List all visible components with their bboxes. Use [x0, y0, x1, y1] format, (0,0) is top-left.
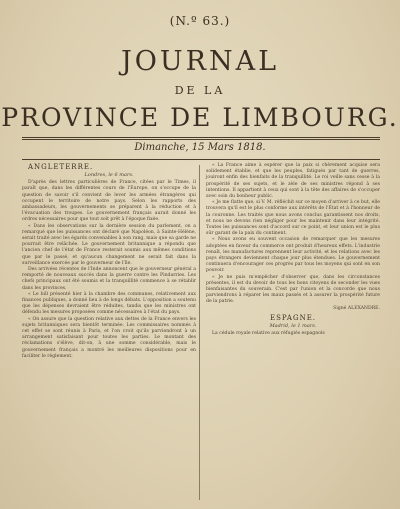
- masthead-journal: JOURNAL: [120, 46, 280, 77]
- section-title-angleterre: ANGLETERRE.: [28, 163, 94, 171]
- column-divider: [199, 165, 200, 500]
- article-paragraph: La cédule royale relative aux réfugiés espagnols: [212, 331, 325, 337]
- article-paragraph: D'après des lettres particulières de France, citées par le Times, il paraît que, dans les différentes cours de l'Europe, on s'occupe de la question de savoir s'il convient de lever les armées étrangères qui occupent le territoire de notre pays. Selon les rapports des ambassadeurs, les gouvernements se préparent à la réduction et à l'évacuation des troupes. Le gouvernement français aurait donné les ordres nécessaires pour que tout soit prêt à l'époque fixée.: [22, 180, 196, 223]
- masthead-rule-bottom: [22, 159, 380, 160]
- dateline-londres: Londres, le 6 mars.: [84, 172, 134, 178]
- article-paragraph: « La France aime à espérer que la paix si chèrement acquise sera solidement établie, et que les peuples, fatigués par tant de guerres, jouiront enfin des bienfaits de la tranquillité. Le roi veille sans cesse à la prospérité de ses sujets, et le zèle de ses ministres répond à ses intentions. Il appartient à ceux qui sont à la tête des affaires de s'occuper avec soin du bonheur public.: [206, 163, 380, 200]
- article-paragraph: « Dans les observations sur la dernière session du parlement, on a remarqué que les puissances ont déclaré que Napoléon, à Sainte-Hélène, serait traité avec les égards convenables à son rang, mais que sa garde ne pourrait être relâchée. Le gouvernement britannique a répondu que l'ancien chef de l'état de France resterait soumis aux mêmes conditions que par le passé, et qu'aucun changement ne serait fait dans la surveillance exercée par le gouverneur de l'île.: [22, 223, 196, 266]
- signature: Signé ALEXANDRE.: [333, 305, 380, 311]
- article-paragraph: Des arrivées récentes de l'Inde annoncent que le gouverneur général a remporté de nouveaux succès dans la guerre contre les Pindarries. Les chefs principaux ont été soumis et la tranquillité commence à se rétablir dans les provinces.: [22, 267, 196, 291]
- dateline-madrid: Madrid, le 1 mars.: [269, 322, 317, 329]
- left-column: [22, 163, 196, 360]
- right-column: [206, 163, 380, 337]
- issue-number: (N.º 63.): [169, 14, 231, 28]
- section-title-espagne: ESPAGNE.: [269, 313, 317, 322]
- article-paragraph: « On assure que la question relative aux dettes de la France envers les sujets britanniques sera bientôt terminée. Les commissaires nommés à cet effet se sont réunis à Paris, et l'on croit qu'ils parviendront à un arrangement satisfaisant pour toutes les parties. Le montant des réclamations s'élève, dit-on, à une somme considérable, mais le gouvernement français a montré les meilleures dispositions pour en faciliter le règlement.: [22, 316, 196, 359]
- masthead-rule-top-double: [22, 139, 380, 140]
- article-paragraph: « Le bill présenté hier à la chambre des communes, relativement aux finances publiques, a donné lieu à de longs débats. L'opposition a soutenu que les dépenses devraient être réduites, tandis que les ministres ont défendu les mesures proposées comme nécessaires à l'état du pays.: [22, 291, 196, 316]
- article-paragraph: « Je ne puis m'empêcher d'observer que, dans les circonstances présentes, il est du devoir de tous les bons citoyens de seconder les vues bienfaisantes du souverain. C'est par l'union et la concorde que nous parviendrons à réparer les maux passés et à assurer la prospérité future de la patrie.: [206, 274, 380, 305]
- masthead-de-la: DE LA: [174, 84, 226, 97]
- article-paragraph: « Nous avons eu souvent occasion de remarquer que les mesures adoptées en faveur du commerce ont produit d'heureux effets. L'industrie renaît, les manufactures reprennent leur activité, et les relations avec les pays étrangers deviennent chaque jour plus étendues. Le gouvernement continuera d'encourager ces progrès par tous les moyens qui sont en son pouvoir.: [206, 237, 380, 274]
- masthead-province: PROVINCE DE LIMBOURG.: [1, 103, 399, 132]
- article-paragraph: « Je me flatte que, si V. M. réfléchit sur ce moyen d'arriver à ce but, elle trouvera qu'il est le plus conforme aux intérêts de l'État et à l'honneur de la couronne. Les traités que nous avons conclus garantissent nos droits, et nous ne devons rien négliger pour les maintenir dans leur intégrité. Toutes les puissances sont d'accord sur ce point, et leur union est le plus sûr garant de la paix du continent.: [206, 200, 380, 237]
- masthead-rule-top: [22, 137, 380, 138]
- issue-date: Dimanche, 15 Mars 1818.: [134, 142, 266, 153]
